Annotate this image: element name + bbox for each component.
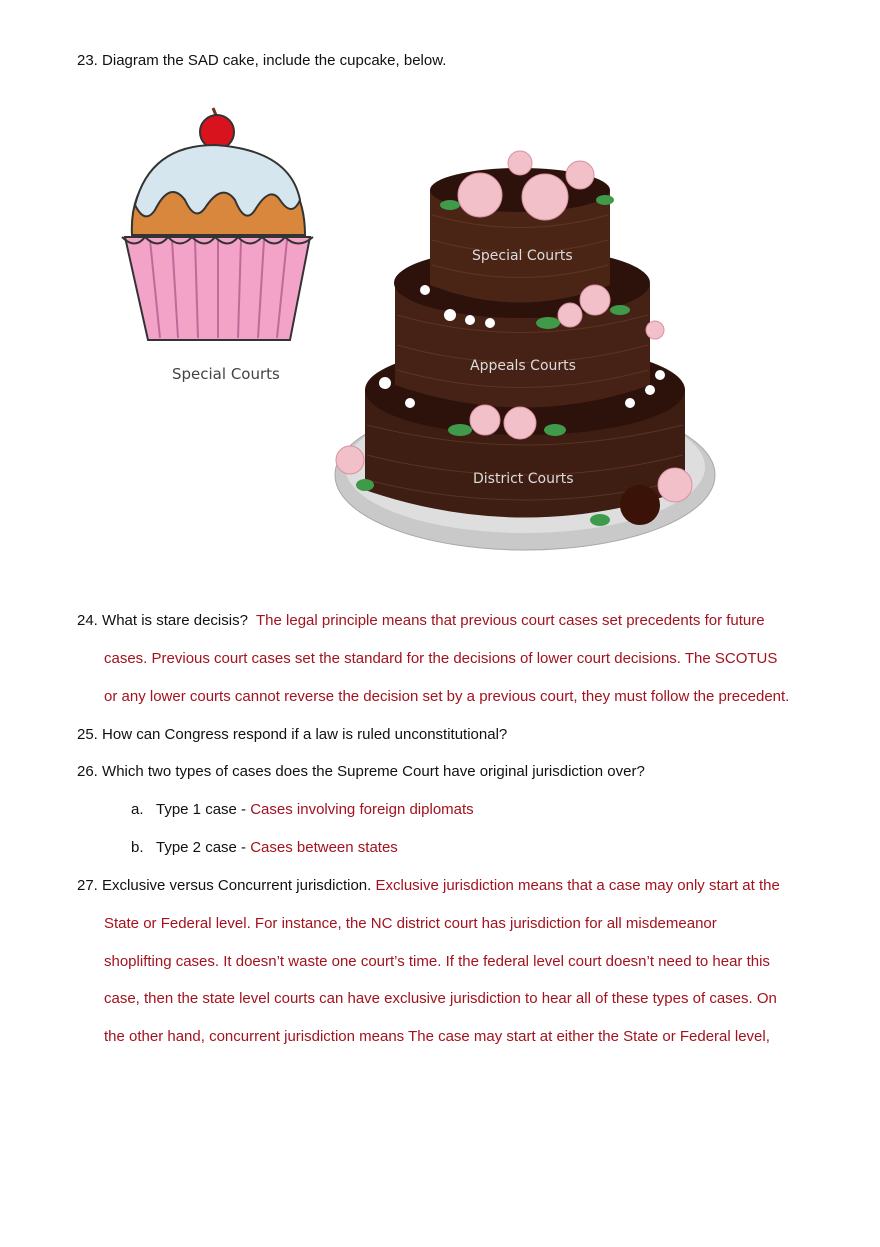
question-text: Which two types of cases does the Supreme Court have original jurisdiction over? (102, 763, 645, 780)
list-marker: b. (131, 839, 144, 856)
cupcake-label: Special Courts (172, 365, 280, 383)
cake-label-bottom: District Courts (473, 471, 574, 487)
answer-text: The legal principle means that previous court cases set precedents for future (256, 612, 765, 629)
answer-text: the other hand, concurrent jurisdiction means The case may start at either the State or Federal level, (104, 1028, 770, 1045)
question-27 (77, 877, 780, 895)
question-25 (77, 726, 507, 744)
question-number: 25. (77, 726, 98, 743)
answer-text: case, then the state level courts can have exclusive jurisdiction to hear all of these types of cases. On (104, 990, 777, 1007)
cake-label-middle: Appeals Courts (470, 358, 576, 374)
cake-label-top: Special Courts (472, 248, 573, 264)
question-text: Exclusive versus Concurrent jurisdiction. (102, 877, 372, 894)
question-number: 26. (77, 763, 98, 780)
question-23 (77, 52, 446, 70)
list-item (131, 801, 474, 819)
list-marker: a. (131, 801, 144, 818)
answer-text: or any lower courts cannot reverse the decision set by a previous court, they must follow the precedent. (104, 688, 790, 705)
answer-text: shoplifting cases. It doesn’t waste one court’s time. If the federal level court doesn’t need to hear this (104, 953, 770, 970)
answer-text: Cases between states (250, 839, 398, 856)
item-label: Type 2 case - (156, 839, 251, 856)
question-number: 27. (77, 877, 98, 894)
answer-text: Cases involving foreign diplomats (250, 801, 474, 818)
question-24 (77, 612, 765, 630)
answer-text: Exclusive jurisdiction means that a case may only start at the (375, 877, 780, 894)
answer-text: State or Federal level. For instance, the NC district court has jurisdiction for all misdemeanor (104, 915, 717, 932)
cupcake-image (110, 100, 325, 400)
question-text: What is stare decisis? (102, 612, 248, 629)
question-number: 24. (77, 612, 98, 629)
question-text: How can Congress respond if a law is ruled unconstitutional? (102, 726, 508, 743)
question-26 (77, 763, 645, 781)
answer-text: cases. Previous court cases set the standard for the decisions of lower court decisions. The SCOTUS (104, 650, 778, 667)
question-number: 23. (77, 52, 98, 69)
cake-image (330, 145, 720, 560)
list-item (131, 839, 398, 857)
question-text: Diagram the SAD cake, include the cupcake, below. (102, 52, 447, 69)
item-label: Type 1 case - (156, 801, 251, 818)
